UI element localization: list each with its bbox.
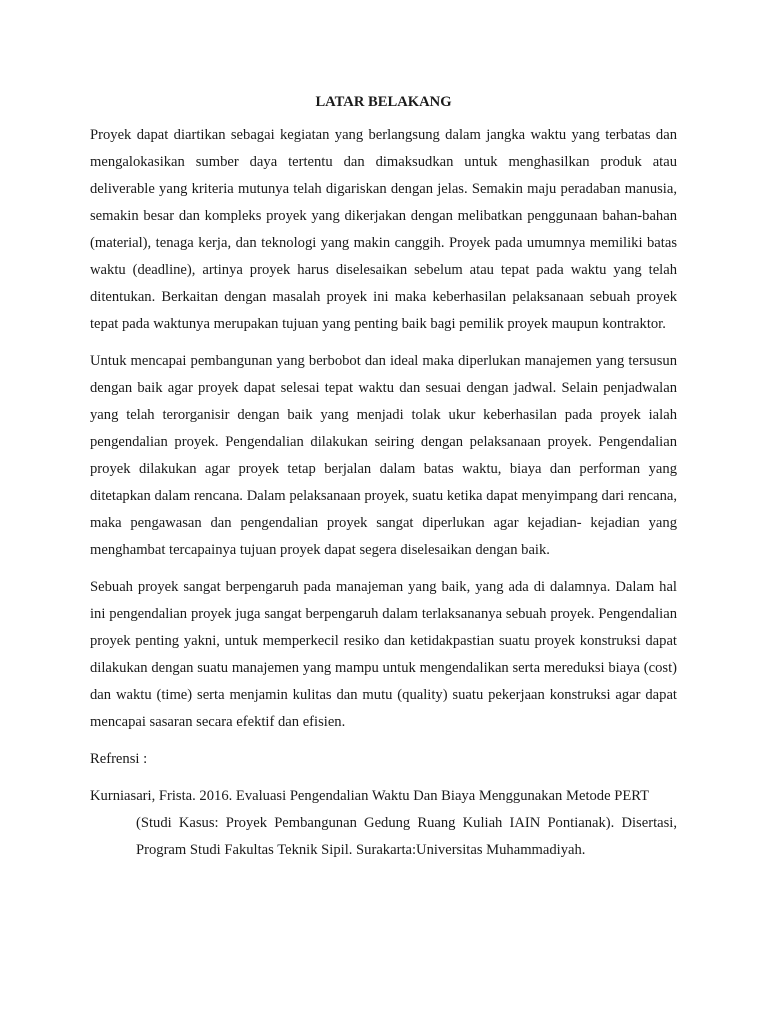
reference-entry-first-line: Kurniasari, Frista. 2016. Evaluasi Pengendalian Waktu Dan Biaya Menggunakan Metode PERT (90, 788, 650, 804)
reference-entry (90, 783, 677, 864)
paragraph-2: Untuk mencapai pembangunan yang berbobot dan ideal maka diperlukan manajemen yang tersusun dengan baik agar proyek dapat selesai tepat waktu dan sesuai dengan jadwal. Selain penjadwalan yang telah terorganisir dengan baik yang menjadi tolak ukur keberhasilan pada proyek ialah pengendalian proyek. Pengendalian dilakukan seiring dengan pelaksanaan proyek. Pengendalian proyek dilakukan agar proyek tetap berjalan dalam batas waktu, biaya dan performan yang ditetapkan dalam rencana. Dalam pelaksanaan proyek, suatu ketika dapat menyimpang dari rencana, maka pengawasan dan pengendalian proyek sangat diperlukan agar kejadian- kejadian yang menghambat tercapainya tujuan proyek dapat segera diselesaikan dengan baik. (90, 353, 677, 558)
document-title: LATAR BELAKANG (315, 94, 452, 110)
reference-entry-continuation: (Studi Kasus: Proyek Pembangunan Gedung Ruang Kuliah IAIN Pontianak). Disertasi, Program Studi Fakultas Teknik Sipil. Surakarta:Universitas Muhammadiyah. (136, 815, 677, 858)
references-heading: Refrensi : (90, 751, 148, 767)
document-body (90, 90, 677, 864)
paragraph-3: Sebuah proyek sangat berpengaruh pada manajeman yang baik, yang ada di dalamnya. Dalam hal ini pengendalian proyek juga sangat berpengaruh dalam terlaksananya sebuah proyek. Pengendalian proyek penting yakni, untuk memperkecil resiko dan ketidakpastian suatu proyek konstruksi dapat dilakukan dengan suatu manajemen yang mampu untuk mengendalikan serta mereduksi biaya (cost) dan waktu (time) serta menjamin kulitas dan mutu (quality) suatu pekerjaan konstruksi agar dapat mencapai sasaran secara efektif dan efisien. (90, 579, 677, 730)
paragraph-1: Proyek dapat diartikan sebagai kegiatan yang berlangsung dalam jangka waktu yang terbatas dan mengalokasikan sumber daya tertentu dan dimaksudkan untuk menghasilkan produk atau deliverable yang kriteria mutunya telah digariskan dengan jelas. Semakin maju peradaban manusia, semakin besar dan kompleks proyek yang dikerjakan dengan melibatkan penggunaan bahan-bahan (material), tenaga kerja, dan teknologi yang makin canggih. Proyek pada umumnya memiliki batas waktu (deadline), artinya proyek harus diselesaikan sebelum atau tepat pada waktu yang telah ditentukan. Berkaitan dengan masalah proyek ini maka keberhasilan pelaksanaan sebuah proyek tepat pada waktunya merupakan tujuan yang penting baik bagi pemilik proyek maupun kontraktor. (90, 127, 677, 332)
